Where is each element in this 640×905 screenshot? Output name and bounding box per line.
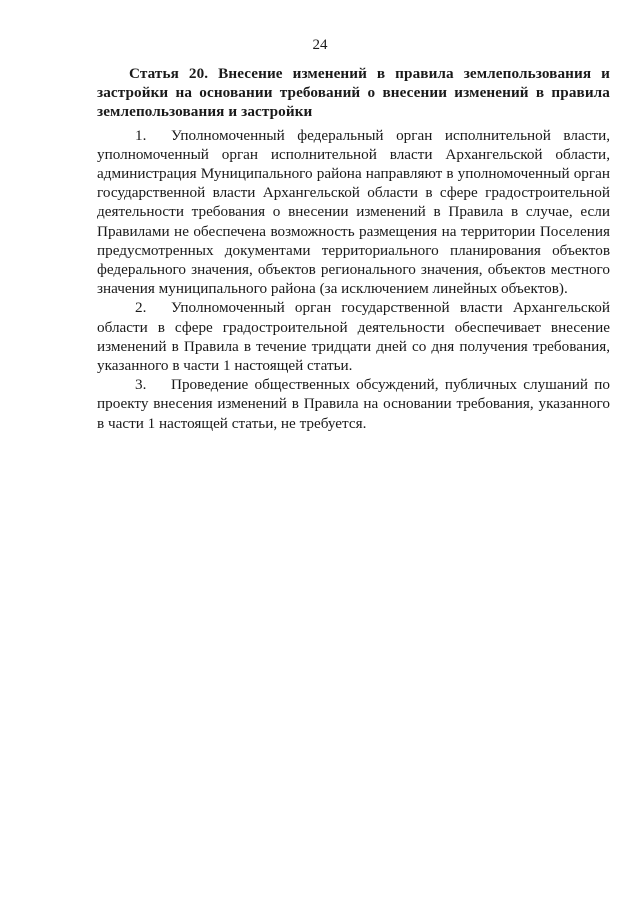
paragraph-number: 3. (135, 376, 147, 394)
paragraph-2 (97, 298, 610, 375)
article-heading: Статья 20. Внесение изменений в правила землепользования и застройки на основании требований о внесении изменений в правила землепользования и застройки (97, 65, 610, 121)
paragraph-1 (97, 126, 610, 299)
paragraph-text: Проведение общественных обсуждений, публичных слушаний по проекту внесения изменений в Правила на основании требования, указанного в части 1 настоящей статьи, не требуется. (97, 376, 610, 432)
paragraph-text: Уполномоченный федеральный орган исполнительной власти, уполномоченный орган исполнительной власти Архангельской области, администрация Муниципального района направляют в уполномоченный орган государственной власти Архангельской области в сфере градостроительной деятельности требования о внесении изменений в Правила в случае, если Правилами не обеспечена возможность размещения на территории Поселения предусмотренных документами территориального планирования объектов федерального значения, объектов регионального значения, объектов местного значения муниципального района (за исключением линейных объектов). (97, 126, 610, 298)
paragraph-number: 1. (135, 126, 147, 144)
paragraph-text: Уполномоченный орган государственной власти Архангельской области в сфере градостроительной деятельности обеспечивает внесение изменений в Правила в течение тридцати дней со дня получения требования, указанного в части 1 настоящей статьи. (97, 299, 610, 375)
article-body (97, 64, 610, 433)
paragraph-number: 2. (135, 299, 147, 317)
page-number: 24 (312, 37, 328, 53)
paragraph-3 (97, 375, 610, 433)
